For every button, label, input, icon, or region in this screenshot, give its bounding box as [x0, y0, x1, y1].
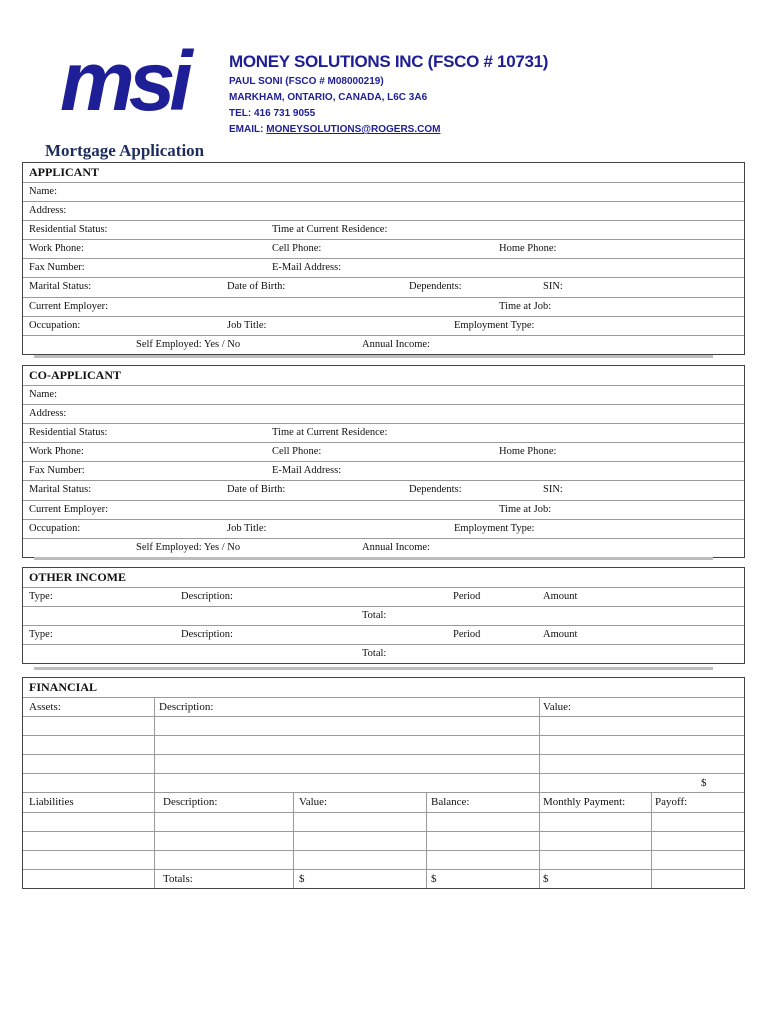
co-residence-row[interactable] — [23, 424, 744, 443]
assets-label: Assets: — [29, 700, 61, 713]
value-label: Value: — [543, 700, 572, 713]
income-row-1[interactable] — [23, 588, 744, 607]
cell-phone-label: Cell Phone: — [272, 243, 322, 255]
sin-label: SIN: — [543, 484, 563, 496]
description-label: Description: — [159, 700, 214, 713]
assets-header-row — [23, 698, 744, 717]
liabilities-totals-row[interactable] — [23, 870, 744, 888]
co-occupation-row[interactable] — [23, 520, 744, 539]
fax-label: Fax Number: — [29, 465, 85, 477]
address-label: Address: — [29, 407, 67, 419]
liabilities-label: Liabilities — [29, 796, 74, 809]
self-employed-label: Self Employed: Yes / No — [136, 339, 241, 350]
liability-row[interactable] — [23, 851, 744, 870]
msi-logo — [58, 44, 223, 120]
cell-phone-label: Cell Phone: — [272, 446, 322, 458]
liabilities-header-row — [23, 793, 744, 812]
sin-label: SIN: — [543, 281, 563, 293]
period-label: Period — [453, 590, 481, 602]
balance-label: Balance: — [431, 796, 470, 809]
self-employed-label: Self Employed: Yes / No — [136, 542, 241, 553]
applicant-marital-row[interactable] — [23, 278, 744, 297]
applicant-occupation-row[interactable] — [23, 317, 744, 336]
company-email-line — [229, 122, 548, 138]
applicant-name-row[interactable] — [23, 183, 744, 202]
income-total-row-1[interactable] — [23, 607, 744, 626]
balance-total-dollar: $ — [431, 873, 437, 886]
income-row-2[interactable] — [23, 626, 744, 645]
employer-label: Current Employer: — [29, 503, 109, 515]
total-label: Total: — [362, 648, 387, 660]
email-link[interactable]: MONEYSOLUTIONS@ROGERS.COM — [266, 124, 441, 135]
amount-label: Amount — [543, 590, 578, 602]
name-label: Name: — [29, 185, 57, 197]
value-total-dollar: $ — [299, 873, 305, 886]
asset-row[interactable] — [23, 755, 744, 774]
dependents-label: Dependents: — [409, 484, 462, 496]
co-phone-row[interactable] — [23, 443, 744, 462]
applicant-address-row[interactable] — [23, 202, 744, 221]
marital-status-label: Marital Status: — [29, 281, 92, 293]
contact-name: PAUL SONI (FSCO # M08000219) — [229, 76, 384, 87]
totals-label: Totals: — [163, 873, 193, 886]
monthly-payment-label: Monthly Payment: — [543, 796, 626, 809]
residential-status-label: Residential Status: — [29, 426, 108, 438]
company-info — [229, 52, 548, 138]
value-label: Value: — [299, 796, 328, 809]
co-employer-row[interactable] — [23, 501, 744, 520]
applicant-employer-row[interactable] — [23, 298, 744, 317]
period-label: Period — [453, 628, 481, 640]
page-title: Mortgage Application — [45, 141, 205, 160]
home-phone-label: Home Phone: — [499, 446, 557, 458]
time-at-residence-label: Time at Current Residence: — [272, 223, 388, 235]
job-title-label: Job Title: — [227, 319, 267, 331]
occupation-label: Occupation: — [29, 319, 81, 331]
dependents-label: Dependents: — [409, 281, 462, 293]
description-label: Description: — [163, 796, 218, 809]
co-address-row[interactable] — [23, 405, 744, 424]
amount-label: Amount — [543, 628, 578, 640]
co-income-row[interactable] — [23, 539, 744, 557]
svg-text:msi: msi — [60, 44, 187, 120]
job-title-label: Job Title: — [227, 522, 267, 534]
divider — [34, 557, 713, 560]
residential-status-label: Residential Status: — [29, 223, 108, 235]
description-label: Description: — [181, 590, 233, 602]
dob-label: Date of Birth: — [227, 281, 286, 293]
dob-label: Date of Birth: — [227, 484, 286, 496]
financial-heading: FINANCIAL — [29, 680, 98, 694]
co-applicant-heading: CO-APPLICANT — [29, 368, 121, 382]
employment-type-label: Employment Type: — [454, 319, 535, 331]
asset-row[interactable] — [23, 736, 744, 755]
company-address: MARKHAM, ONTARIO, CANADA, L6C 3A6 — [229, 92, 428, 103]
financial-section — [22, 677, 745, 889]
fax-label: Fax Number: — [29, 262, 85, 274]
annual-income-label: Annual Income: — [362, 542, 430, 553]
co-fax-row[interactable] — [23, 462, 744, 481]
monthly-total-dollar: $ — [543, 873, 549, 886]
email-address-label: E-Mail Address: — [272, 465, 342, 477]
co-applicant-section — [22, 365, 745, 558]
asset-total-row[interactable] — [23, 774, 744, 793]
divider — [34, 667, 713, 670]
liability-row[interactable] — [23, 832, 744, 851]
company-tel: TEL: 416 731 9055 — [229, 108, 316, 119]
occupation-label: Occupation: — [29, 522, 81, 534]
employment-type-label: Employment Type: — [454, 522, 535, 534]
email-label: EMAIL: — [229, 124, 264, 135]
divider — [34, 355, 713, 358]
time-at-job-label: Time at Job: — [499, 503, 552, 515]
applicant-fax-row[interactable] — [23, 259, 744, 278]
description-label: Description: — [181, 628, 233, 640]
liability-row[interactable] — [23, 813, 744, 832]
payoff-label: Payoff: — [655, 796, 688, 809]
type-label: Type: — [29, 590, 53, 602]
annual-income-label: Annual Income: — [362, 339, 430, 350]
work-phone-label: Work Phone: — [29, 243, 84, 255]
time-at-job-label: Time at Job: — [499, 300, 552, 312]
other-income-section — [22, 567, 745, 664]
applicant-residence-row[interactable] — [23, 221, 744, 240]
co-name-row[interactable] — [23, 386, 744, 405]
co-marital-row[interactable] — [23, 481, 744, 500]
applicant-phone-row[interactable] — [23, 240, 744, 259]
home-phone-label: Home Phone: — [499, 243, 557, 255]
asset-total-dollar: $ — [701, 777, 707, 790]
other-income-heading: OTHER INCOME — [29, 570, 127, 584]
income-total-row-2[interactable] — [23, 645, 744, 663]
company-name: MONEY SOLUTIONS INC (FSCO # 10731) — [229, 52, 549, 71]
name-label: Name: — [29, 388, 57, 400]
type-label: Type: — [29, 628, 53, 640]
applicant-income-row[interactable] — [23, 336, 744, 354]
email-address-label: E-Mail Address: — [272, 262, 342, 274]
total-label: Total: — [362, 609, 387, 621]
marital-status-label: Marital Status: — [29, 484, 92, 496]
employer-label: Current Employer: — [29, 300, 109, 312]
asset-row[interactable] — [23, 717, 744, 736]
time-at-residence-label: Time at Current Residence: — [272, 426, 388, 438]
work-phone-label: Work Phone: — [29, 446, 84, 458]
applicant-heading: APPLICANT — [29, 165, 100, 179]
applicant-section — [22, 162, 745, 355]
address-label: Address: — [29, 204, 67, 216]
